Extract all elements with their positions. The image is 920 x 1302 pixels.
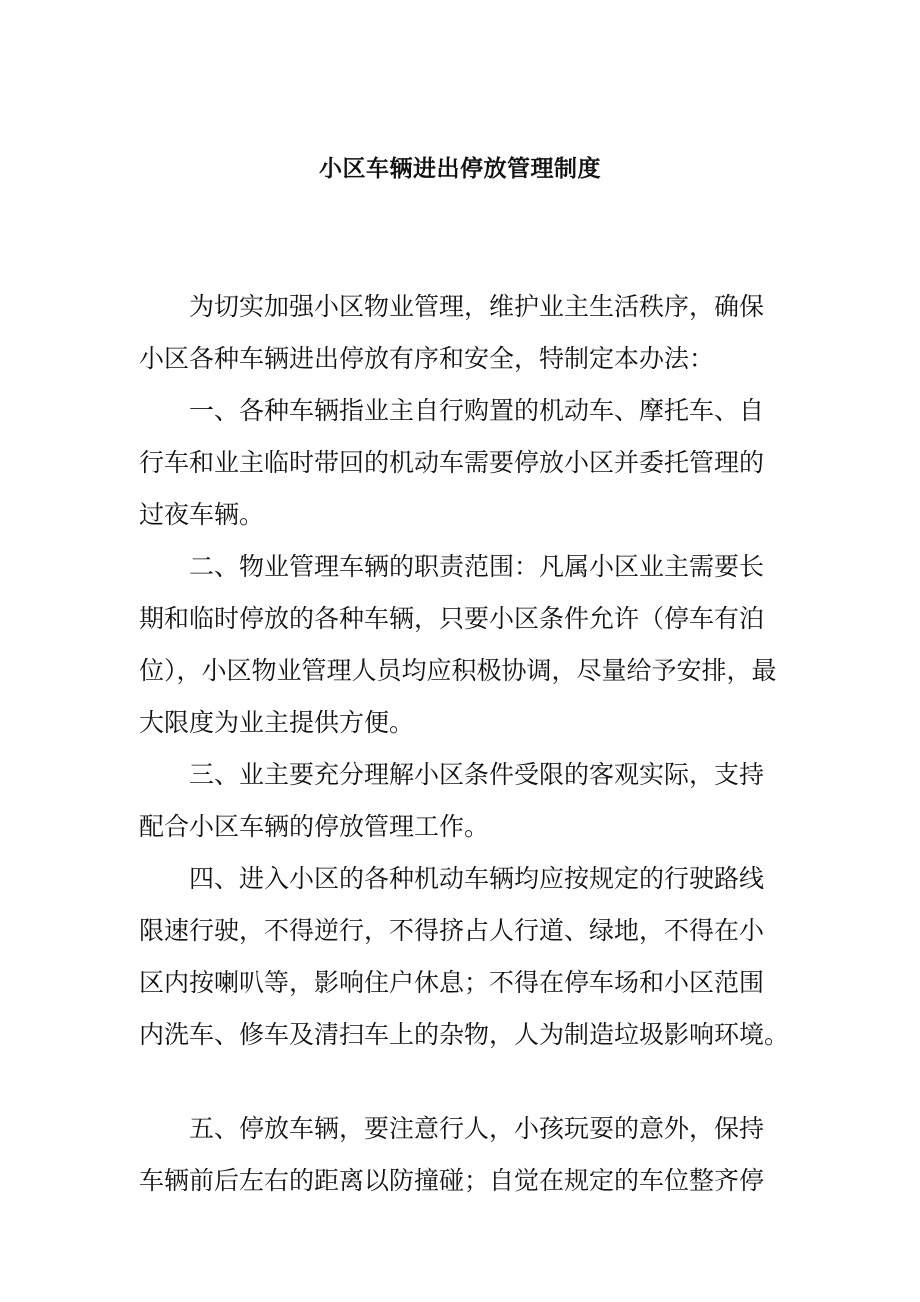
document-title: 小区车辆进出停放管理制度 <box>319 155 601 182</box>
text-line: 五、停放车辆，要注意行人，小孩玩耍的意外，保持 <box>189 1114 765 1143</box>
text-line: 限速行驶，不得逆行，不得挤占人行道、绿地，不得在小 <box>139 916 765 945</box>
text-line: 三、业主要充分理解小区条件受限的客观实际，支持 <box>189 760 765 789</box>
text-line: 车辆前后左右的距离以防撞碰；自觉在规定的车位整齐停 <box>139 1166 765 1195</box>
text-line: 四、进入小区的各种机动车辆均应按规定的行驶路线 <box>189 864 765 893</box>
text-line: 二、物业管理车辆的职责范围：凡属小区业主需要长 <box>189 552 765 581</box>
text-line: 过夜车辆。 <box>139 500 265 529</box>
text-line: 行车和业主临时带回的机动车需要停放小区并委托管理的 <box>139 448 765 477</box>
text-line: 一、各种车辆指业主自行购置的机动车、摩托车、自 <box>189 396 765 425</box>
text-line: 大限度为业主提供方便。 <box>139 708 415 737</box>
text-line: 期和临时停放的各种车辆，只要小区条件允许（停车有泊 <box>139 604 765 633</box>
text-line: 配合小区车辆的停放管理工作。 <box>139 812 490 841</box>
text-line: 为切实加强小区物业管理，维护业主生活秩序，确保 <box>189 292 765 321</box>
text-line: 位），小区物业管理人员均应积极协调，尽量给予安排，最 <box>139 656 777 685</box>
text-line: 小区各种车辆进出停放有序和安全，特制定本办法： <box>139 344 715 373</box>
text-line: 内洗车、修车及清扫车上的杂物，人为制造垃圾影响环境。 <box>139 1020 790 1049</box>
text-line: 区内按喇叭等，影响住户休息；不得在停车场和小区范围 <box>139 968 765 997</box>
